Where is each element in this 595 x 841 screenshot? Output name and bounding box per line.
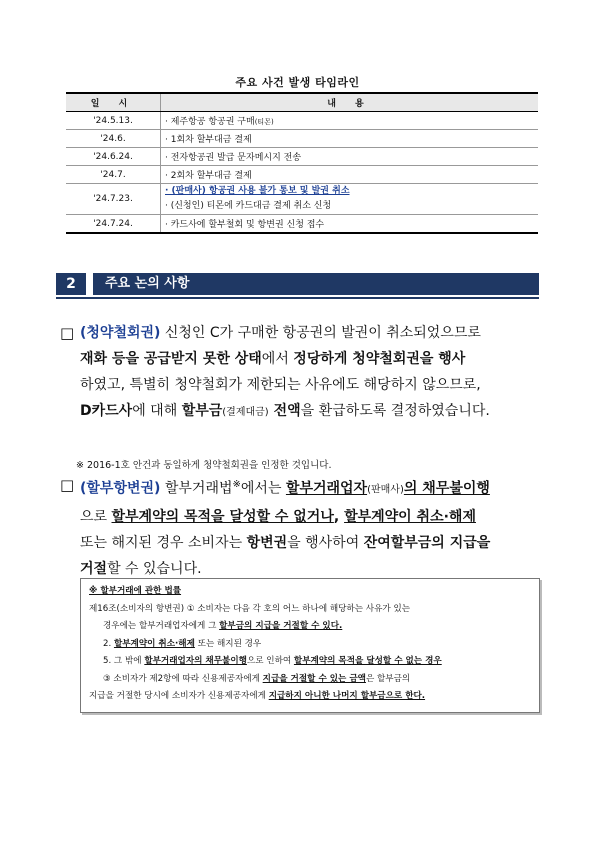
section-title: 주요 논의 사항 <box>93 273 539 295</box>
row-content: · 2회차 할부대금 결제 <box>161 166 539 184</box>
text-span: 할부거래업자의 채무불이행 <box>144 656 247 666</box>
text-span: 할부금 <box>181 403 223 419</box>
row-content-note: (티몬) <box>254 118 274 126</box>
text-span: 을 환급하도록 결정하였습니다. <box>300 403 490 419</box>
text-span: 지급을 거절할 수 있는 금액 <box>262 673 366 684</box>
law-line: 제16조(소비자의 항변권) ① 소비자는 다음 각 호의 어느 하나에 해당하는 사유가 있는 <box>89 603 411 614</box>
row-content-text: · (신청인) 티몬에 카드대금 결제 취소 신청 <box>165 201 332 211</box>
law-excerpt-box <box>80 578 540 713</box>
row-date: '24.6.24. <box>66 148 161 166</box>
law-line <box>89 618 531 636</box>
text-span: 할부계약의 목적을 달성할 수 없거나 <box>111 508 334 525</box>
text-span: 에서 <box>261 351 294 367</box>
law-line <box>89 636 531 654</box>
row-content <box>161 184 539 215</box>
text-span: (결제대금) <box>222 407 269 418</box>
reference-note: ※ 2016-1호 안건과 동일하게 청약철회권을 인정한 것입니다. <box>76 460 332 471</box>
table-row <box>66 184 538 215</box>
text-span: 을 행사하여 <box>287 534 364 551</box>
checkbox-bullet: □ <box>60 476 75 494</box>
table-row <box>66 215 538 234</box>
section-number: 2 <box>56 273 86 295</box>
paragraph-defense-right <box>80 472 538 582</box>
text-span: 할 수 있습니다. <box>107 560 202 577</box>
law-line <box>89 688 531 706</box>
table-row <box>66 166 538 184</box>
text-span: 전액 <box>268 403 301 419</box>
law-line <box>89 653 531 671</box>
text-span: 경우에는 할부거래업자에게 그 <box>103 621 220 631</box>
text-span: 으로 <box>80 508 112 525</box>
text-span: , <box>333 508 345 525</box>
table-row <box>66 112 538 130</box>
row-content-highlight: · (판매사) 항공권 사용 불가 통보 및 발권 취소 <box>165 186 350 196</box>
text-span: 할부거래법 <box>160 480 233 497</box>
checkbox-bullet: □ <box>60 324 75 342</box>
text-span: ③ 소비자가 제2항에 따라 신용제공자에게 <box>103 673 263 684</box>
text-span: 할부거래업자 <box>285 480 368 497</box>
row-date: '24.7. <box>66 166 161 184</box>
row-content <box>161 112 539 130</box>
text-span: 할부계약의 목적을 달성할 수 없는 경우 <box>293 656 442 666</box>
table-row <box>66 148 538 166</box>
text-span: 5. 그 밖에 <box>103 656 145 666</box>
table-header-row <box>66 93 538 112</box>
text-span: 항변권 <box>246 534 288 551</box>
text-span: 은 할부금의 <box>365 673 411 684</box>
row-date: '24.7.24. <box>66 215 161 234</box>
text-span: 에서는 <box>240 480 286 497</box>
text-span: 에 대해 <box>132 403 182 419</box>
text-span: 으로 인하여 <box>246 656 294 666</box>
text-span: 지급하지 아니한 나머지 할부금으로 한다. <box>268 691 426 701</box>
text-span: 지급을 거절한 당시에 소비자가 신용제공자에게 <box>89 691 269 701</box>
section-underline <box>56 297 539 299</box>
row-date: '24.5.13. <box>66 112 161 130</box>
text-span: ※ <box>232 479 241 490</box>
text-span: 할부계약이 취소·해제 <box>113 638 195 649</box>
text-span: 정당하게 청약철회권을 행사 <box>293 351 466 367</box>
text-span: 할부계약이 취소·해제 <box>344 508 476 525</box>
timeline-table <box>66 92 538 234</box>
text-span: 또는 해지된 경우 <box>194 638 262 649</box>
text-span: 할부금의 지급을 거절할 수 있다. <box>219 621 343 631</box>
text-span: 거절 <box>80 560 108 577</box>
text-span: 2. <box>103 638 114 649</box>
text-span: 또는 해지된 경우 소비자는 <box>80 534 247 551</box>
law-line <box>89 671 531 689</box>
table-row <box>66 130 538 148</box>
col-content-header: 내 용 <box>161 93 539 112</box>
paragraph-withdrawal-right <box>80 320 538 426</box>
text-span: 재화 등을 공급받지 못한 상태 <box>80 351 262 367</box>
row-date: '24.6. <box>66 130 161 148</box>
timeline-title: 주요 사건 발생 타임라인 <box>235 76 360 89</box>
text-span: 신청인 C가 구매한 항공권의 발권이 취소되었으므로 <box>160 325 481 341</box>
col-date-header: 일 시 <box>66 93 161 112</box>
row-content: · 전자항공권 발급 문자메시지 전송 <box>161 148 539 166</box>
row-content: · 1회차 할부대금 결제 <box>161 130 539 148</box>
text-span: 잔여할부금의 지급을 <box>363 534 491 551</box>
row-content-text: · 제주항공 항공권 구매 <box>165 117 255 127</box>
law-box-title: ※ 할부거래에 관한 법률 <box>89 586 182 596</box>
row-content: · 카드사에 할부철회 및 항변권 신청 접수 <box>161 215 539 234</box>
defense-right-heading: (할부항변권) <box>80 480 161 497</box>
text-span: D카드사 <box>80 403 133 419</box>
withdrawal-right-heading: (청약철회권) <box>80 325 161 341</box>
text-span: (판매사) <box>367 484 404 496</box>
text-span: 하였고, 특별히 청약철회가 제한되는 사유에도 해당하지 않으므로, <box>80 377 481 393</box>
row-date: '24.7.23. <box>66 184 161 215</box>
text-span: 의 채무불이행 <box>403 480 490 497</box>
